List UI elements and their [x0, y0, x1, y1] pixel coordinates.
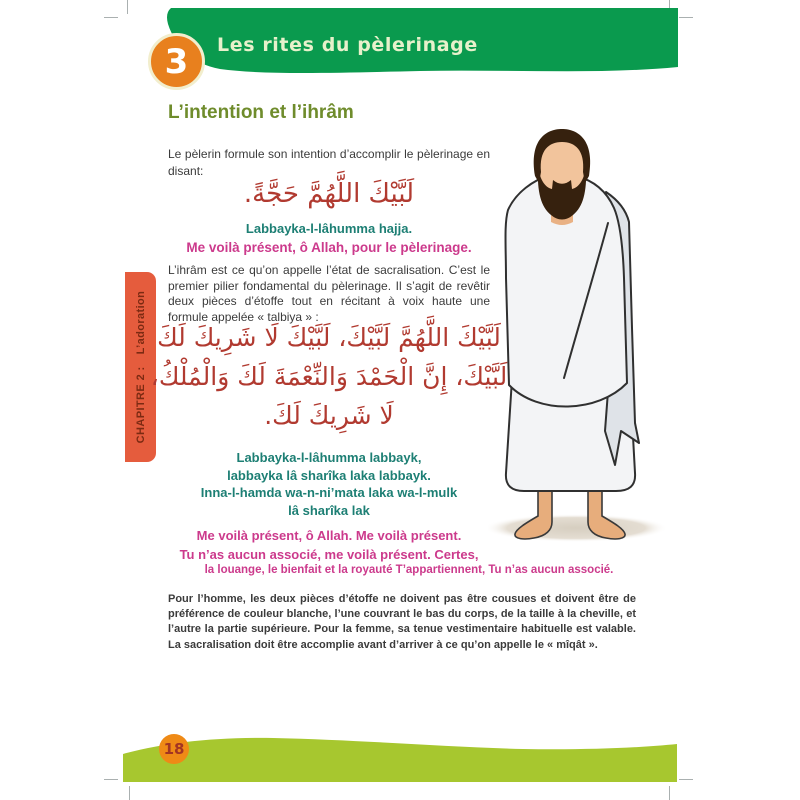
chapter-number: 3 — [164, 41, 189, 82]
page-number: 18 — [163, 740, 185, 758]
intro-paragraph: Le pèlerin formule son intention d’accomplir le pèlerinage en disant: — [168, 147, 490, 178]
chapter-number-badge — [148, 33, 205, 90]
page-number-badge — [159, 734, 189, 764]
arabic-talbiya: لَبَّيْكَ اللَّهُمَّ لَبَّيْكَ، لَبَّيْكَ لَا شَرِيكَ لَكَ لَبَّيْكَ، إِنَّ الْحَمْدَ وَالنِّعْمَةَ لَكَ وَالْمُلْكُ، لَا شَرِيكَ لَكَ. — [150, 323, 508, 430]
crop-mark — [669, 786, 670, 800]
pilgrim-illustration — [488, 128, 680, 548]
ihram-paragraph: L’ihrâm est ce qu’on appelle l’état de sacralisation. C’est le premier pilier fondamental du pèlerinage. Il s’agit de revêtir deux pièces d’étoffe tout en récitant à voix haute une formule appelée « talbiya » : — [168, 263, 490, 324]
ground-shadow — [488, 514, 668, 542]
header-title: Les rites du pèlerinage — [217, 34, 478, 56]
chapter-tab-chapter: CHAPITRE 2 : — [134, 366, 147, 444]
translation-hajja: Me voilà présent, ô Allah, pour le pèlerinage. — [186, 240, 472, 255]
rules-paragraph: Pour l’homme, les deux pièces d’étoffe ne doivent pas être cousues et doivent être de préférence de couleur blanche, l’une couvrant le bas du corps, de la taille à la cheville, et l’autre la partie supérieure. Pour la femme, sa tenue vestimentaire habituelle est valable. La sacralisation doit être accomplie avant d’arriver à ce qu’on appelle le « mîqât ». — [168, 593, 636, 651]
chapter-tab-section: L’adoration — [134, 290, 147, 355]
crop-mark — [104, 779, 118, 780]
translation-talbiya-last-line: la louange, le bienfait et la royauté T’appartiennent, Tu n’as aucun associé. — [204, 564, 614, 576]
crop-mark — [679, 779, 693, 780]
crop-mark — [104, 17, 118, 18]
transliteration-hajja: Labbayka-l-lâhumma hajja. — [245, 221, 413, 236]
translation-talbiya: Me voilà présent, ô Allah. Me voilà présent. Tu n’as aucun associé, me voilà présent. Certes, — [179, 528, 479, 562]
section-heading: L’intention et l’ihrâm — [168, 102, 354, 123]
transliteration-talbiya: Labbayka-l-lâhumma labbayk, labbayka lâ sharîka laka labbayk. Inna-l-hamda wa-n-ni’mata laka wa-l-mulk lâ sharîka lak — [200, 450, 458, 518]
arabic-invocation-hajja: لَبَّيْكَ اللَّهُمَّ حَجَّةً. — [243, 179, 415, 209]
crop-mark — [679, 17, 693, 18]
footer-wave — [123, 735, 677, 782]
crop-mark — [127, 0, 128, 14]
crop-mark — [129, 786, 130, 800]
